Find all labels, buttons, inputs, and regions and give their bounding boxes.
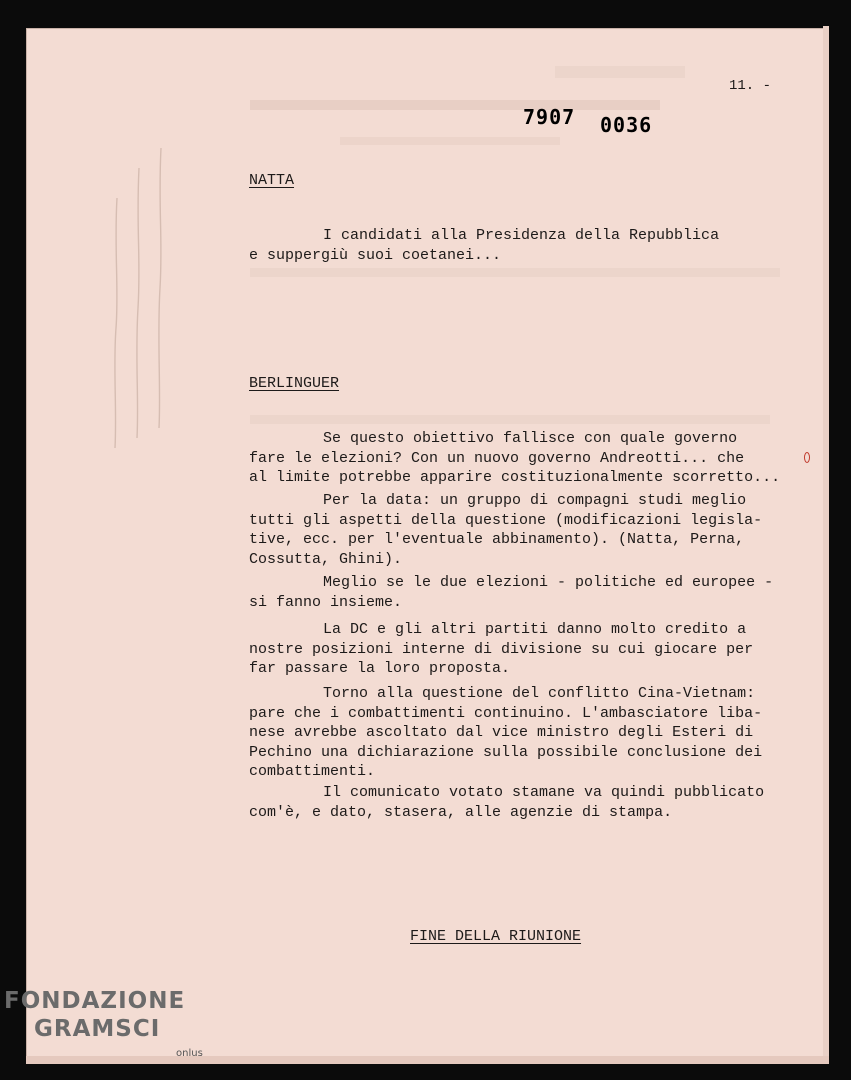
- bleed-through-bar: [340, 137, 560, 145]
- bleed-through-bar: [250, 268, 780, 277]
- paragraph-line: La DC e gli altri partiti danno molto credito a: [323, 621, 747, 638]
- page-edge: [823, 26, 829, 1062]
- paragraph-line: tive, ecc. per l'eventuale abbinamento). (Natta, Perna,: [249, 531, 745, 549]
- speaker-heading-natta: NATTA: [249, 172, 295, 189]
- watermark-logo-line2: GRAMSCI: [34, 1016, 161, 1042]
- paragraph-line: tutti gli aspetti della questione (modificazioni legisla-: [249, 511, 763, 529]
- closing-line: FINE DELLA RIUNIONE: [410, 928, 582, 945]
- paragraph-line: Meglio se le due elezioni - politiche ed europee -: [323, 574, 774, 591]
- watermark-logo-line3: onlus: [176, 1048, 203, 1059]
- paragraph: [249, 226, 719, 265]
- paragraph-line: Pechino una dichiarazione sulla possibile conclusione dei: [249, 743, 763, 761]
- paragraph-line: Se questo obiettivo fallisce con quale governo: [323, 430, 738, 447]
- paragraph: [249, 491, 762, 569]
- paragraph-line: far passare la loro proposta.: [249, 660, 511, 678]
- archive-stamp-number: 0036: [600, 113, 653, 137]
- page-number: 11. -: [729, 78, 772, 94]
- paragraph-line: pare che i combattimenti continuino. L'ambasciatore liba-: [249, 704, 763, 722]
- paragraph: [249, 684, 762, 782]
- bleed-through-bar: [555, 66, 685, 78]
- bleed-through-bar: [250, 100, 660, 110]
- paragraph-line: Il comunicato votato stamane va quindi pubblicato: [323, 784, 765, 801]
- paragraph-line: si fanno insieme.: [249, 593, 403, 611]
- paragraph: [249, 620, 753, 679]
- page-edge-bottom: [26, 1056, 829, 1064]
- paragraph-line: I candidati alla Presidenza della Repubblica: [323, 227, 720, 244]
- archive-stamp-series: 7907: [523, 105, 576, 129]
- paragraph-line: com'è, e dato, stasera, alle agenzie di stampa.: [249, 803, 673, 821]
- handwritten-margin-scribble: [95, 90, 165, 450]
- paragraph-line: Cossutta, Ghini).: [249, 550, 403, 568]
- paragraph: [249, 573, 773, 612]
- paragraph-line: nostre posizioni interne di divisione su cui giocare per: [249, 640, 754, 658]
- speaker-heading-berlinguer: BERLINGUER: [249, 375, 340, 392]
- paragraph-line: combattimenti.: [249, 763, 376, 781]
- paragraph-line: fare le elezioni? Con un nuovo governo Andreotti... che: [249, 449, 745, 467]
- paragraph-line: al limite potrebbe apparire costituzionalmente scorretto...: [249, 469, 781, 487]
- paragraph-line: Torno alla questione del conflitto Cina-Vietnam:: [323, 685, 756, 702]
- paragraph-line: Per la data: un gruppo di compagni studi meglio: [323, 492, 747, 509]
- red-margin-mark: [804, 452, 810, 463]
- watermark-logo-line1: FONDAZIONE: [4, 988, 186, 1014]
- paragraph-line: e suppergiù suoi coetanei...: [249, 246, 502, 264]
- paragraph-line: nese avrebbe ascoltato dal vice ministro degli Esteri di: [249, 724, 754, 742]
- paragraph: [249, 783, 764, 822]
- paragraph: [249, 429, 780, 488]
- bleed-through-bar: [250, 415, 770, 424]
